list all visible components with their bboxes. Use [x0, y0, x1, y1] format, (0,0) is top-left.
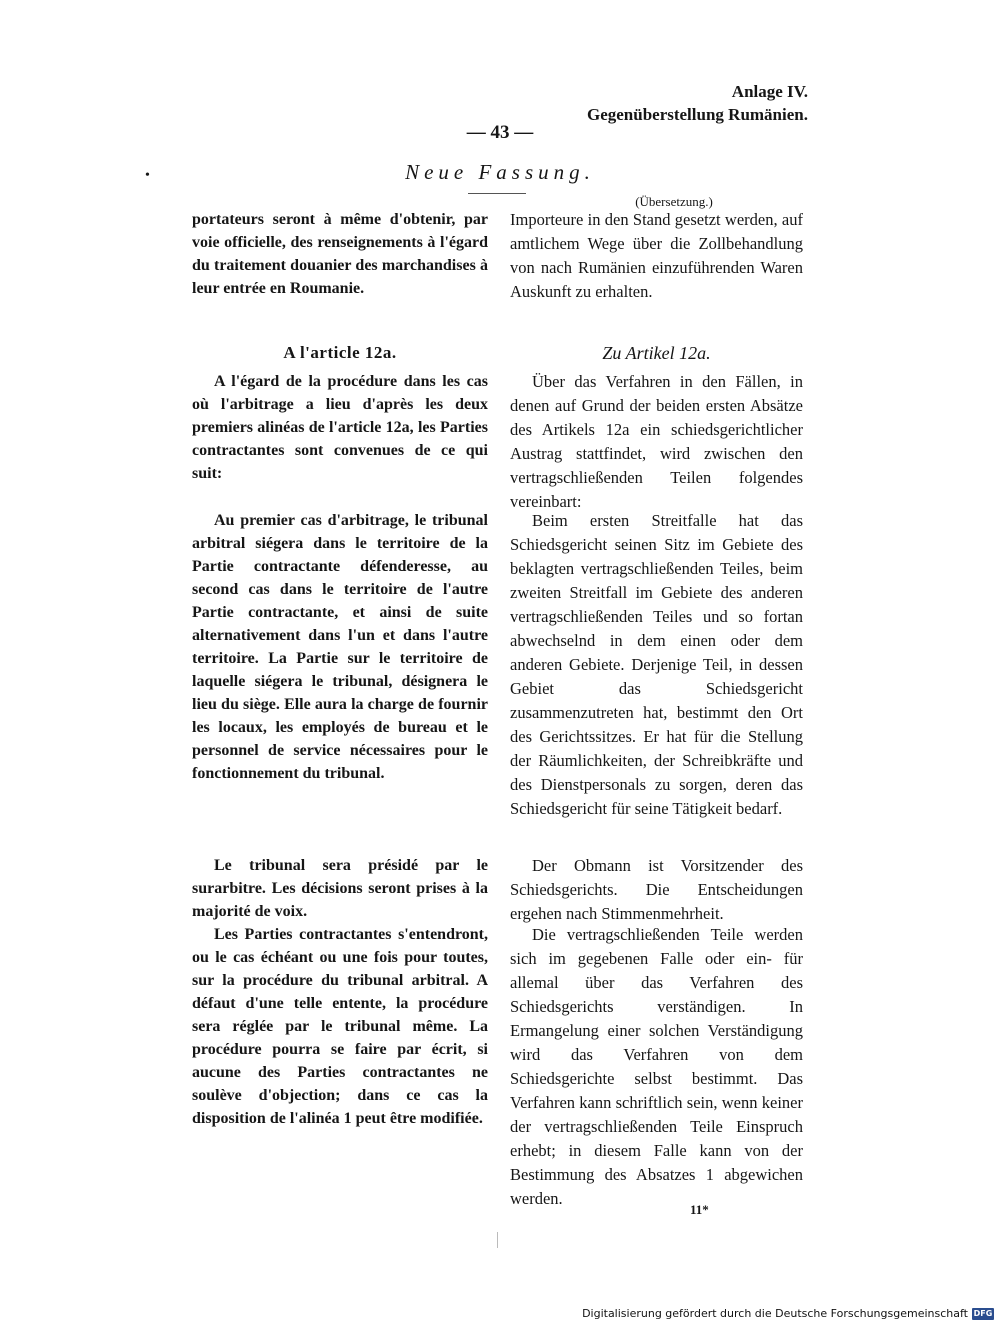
- right-paragraph-text: Der Obmann ist Vorsitzender des Schiedsgerichts. Die Entscheidungen ergehen nach Stimmenmehrheit.: [510, 856, 803, 923]
- gutter-mark: [497, 1232, 498, 1248]
- right-intro: [510, 208, 803, 304]
- dfg-logo-icon: DFG: [973, 1309, 993, 1318]
- right-paragraph-text: Beim ersten Streitfalle hat das Schiedsgericht seinen Sitz im Gebiete des beklagten vertragschließenden Teiles, beim zweiten Streitfall im Gebiete des anderen vertragschließenden Teiles und so fortan abwechselnd in dem einen oder dem anderen Gebiete. Derjenige Teil, in dessen Gebiet das Schiedsgericht zusammenzutreten hat, bestimmt den Ort des Gerichtssitzes. Er hat für die Stellung der Räumlichkeiten, der Schreibkräfte und des Dienstpersonals zu sorgen, deren das Schiedsgericht für seine Tätigkeit bedarf.: [510, 511, 803, 818]
- right-paragraph-1: [510, 370, 803, 514]
- digitization-footer: [582, 1307, 994, 1320]
- right-paragraph-4: [510, 923, 803, 1211]
- left-paragraph-3: [192, 854, 488, 923]
- right-paragraph-text: Die vertragschließenden Teile werden sich im gegebenen Falle oder ein- für allemal über das Verfahren des Schiedsgerichts verständigen. In Ermangelung einer solchen Verständigung wird das Verfahren von dem Schiedsgerichte selbst bestimmt. Das Verfahren kann schriftlich sein, wenn keiner der vertragschließenden Teile Einspruch erhebt; in diesem Falle kann von der Bestimmung des Absatzes 1 abgewichen werden.: [510, 925, 803, 1208]
- annex-label: Anlage IV.: [731, 82, 808, 101]
- right-paragraph-text: Über das Verfahren in den Fällen, in denen auf Grund der beiden ersten Absätze des Artikels 12a ein schiedsgerichtlicher Austrag stattfindet, wird zwischen den vertragschließenden Teilen folgendes vereinbart:: [510, 372, 803, 511]
- margin-dot: •: [145, 168, 150, 183]
- right-intro-text: Importeure in den Stand gesetzt werden, auf amtlichem Wege über die Zollbehandlung von nach Rumänien einzuführenden Waren Auskunft zu erhalten.: [510, 210, 803, 301]
- left-paragraph-text: A l'égard de la procédure dans les cas où l'arbitrage a lieu d'après les deux premiers alinéas de l'article 12a, les Parties contractantes sont convenues de ce qui suit:: [192, 373, 488, 482]
- left-paragraph-text: Le tribunal sera présidé par le surarbitre. Les décisions seront prises à la majorité de voix.: [192, 857, 488, 920]
- page-number: — 43 —: [466, 122, 534, 143]
- title-rule: [468, 193, 526, 194]
- right-heading: Zu Artikel 12a.: [602, 343, 711, 363]
- left-paragraph-2: [192, 509, 488, 785]
- left-paragraph-text: Au premier cas d'arbitrage, le tribunal arbitral siégera dans le territoire de la Partie contractante défenderesse, au second cas dans le territoire de l'autre Partie contractante, et ainsi de suite alternativement dans l'un et dans l'autre territoire. La Partie sur le territoire de laquelle siégera le tribunal, désignera le lieu du siège. Elle aura la charge de fournir les locaux, les employés de bureau et le personnel de service nécessaires pour le fonctionnement du tribunal.: [192, 512, 488, 782]
- right-paragraph-3: [510, 854, 803, 926]
- left-heading: A l'article 12a.: [283, 343, 397, 362]
- left-intro: [192, 208, 488, 300]
- comparison-label: Gegenüberstellung Rumänien.: [586, 105, 808, 124]
- section-title: Neue Fassung.: [405, 160, 595, 184]
- signature-mark: 11*: [690, 1202, 709, 1217]
- right-paragraph-2: [510, 509, 803, 821]
- translation-note: (Übersetzung.): [635, 194, 713, 209]
- left-paragraph-1: [192, 370, 488, 485]
- left-intro-text: portateurs seront à même d'obtenir, par voie officielle, des renseignements à l'égard du traitement douanier des marchandises à leur entrée en Roumanie.: [192, 211, 488, 297]
- left-paragraph-4: [192, 923, 488, 1130]
- digitization-note: Digitalisierung gefördert durch die Deutsche Forschungsgemeinschaft: [582, 1307, 968, 1320]
- left-paragraph-text: Les Parties contractantes s'entendront, ou le cas échéant ou une fois pour toutes, sur la procédure du tribunal arbitral. A défaut d'une telle entente, la procédure sera réglée par le tribunal même. La procédure pourra se faire par écrit, si aucune des Parties contractantes ne soulève d'objection; dans ce cas la disposition de l'alinéa 1 peut être modifiée.: [192, 926, 488, 1127]
